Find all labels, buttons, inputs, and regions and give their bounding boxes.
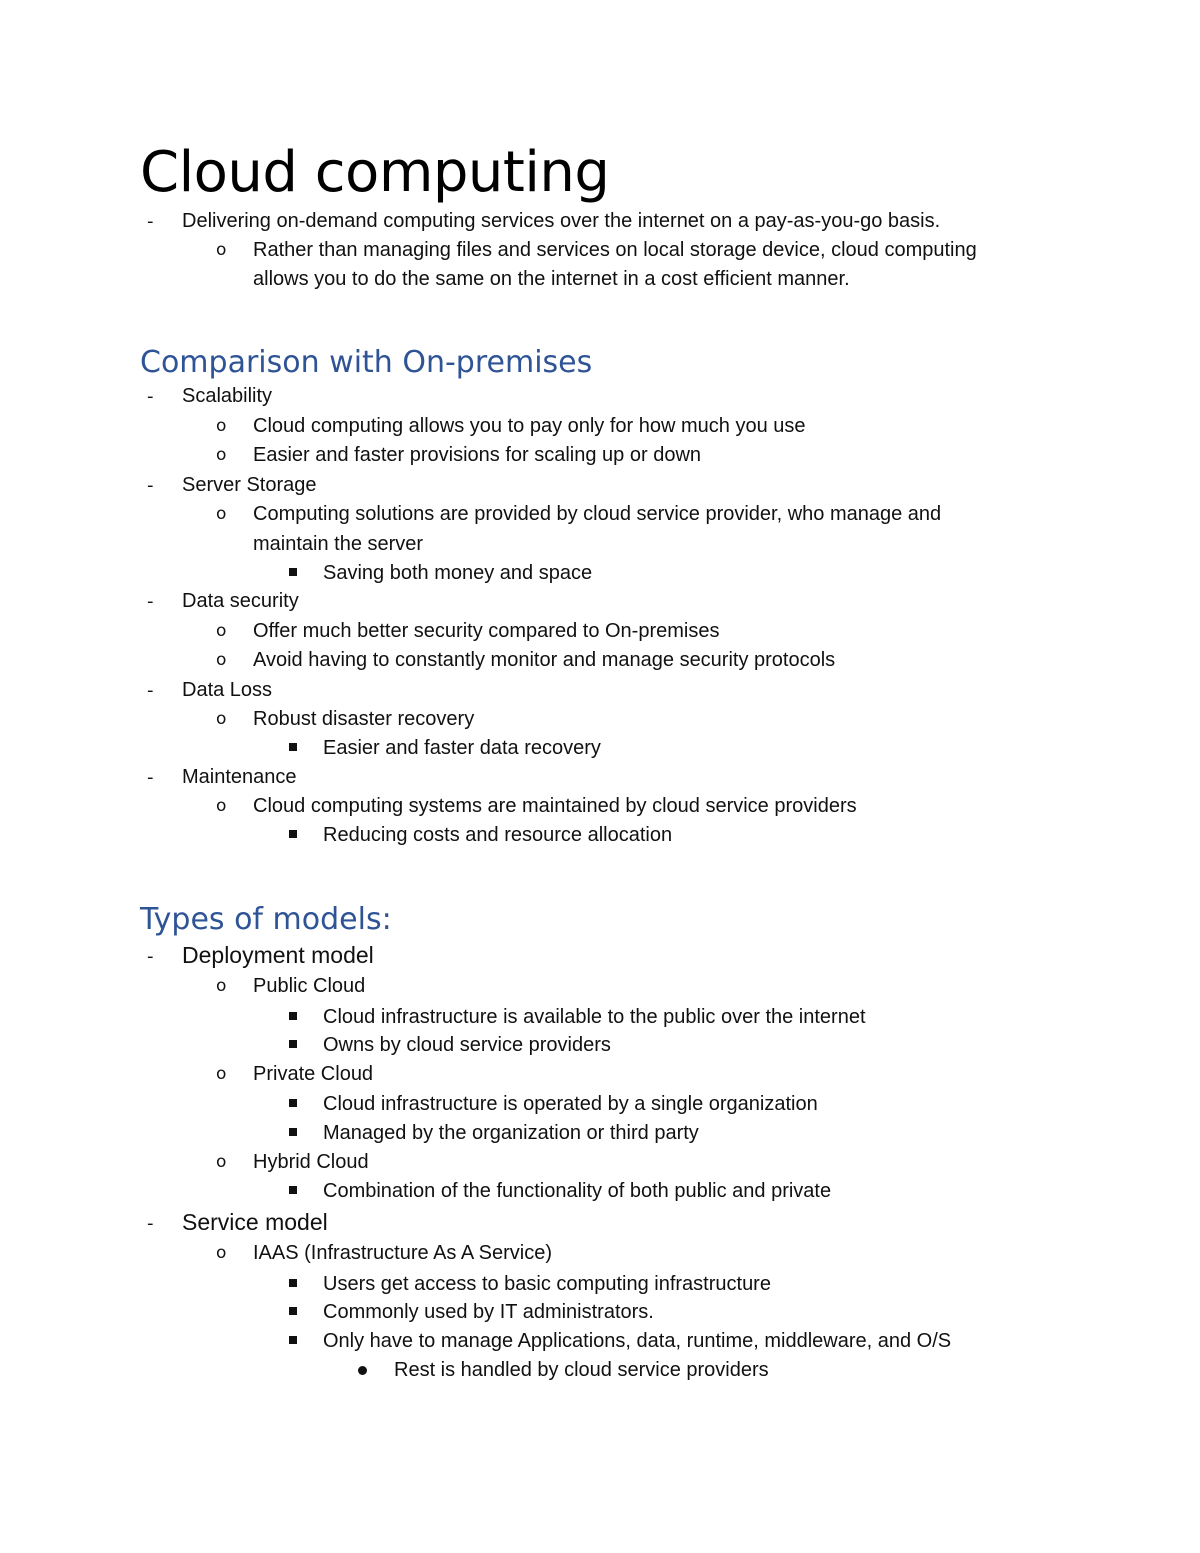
list-item: Cloud computing systems are maintained by cloud service providers xyxy=(253,795,857,817)
list-item: Only have to manage Applications, data, runtime, middleware, and O/S xyxy=(323,1330,952,1352)
list-item: Saving both money and space xyxy=(323,562,593,584)
dot-bullet-icon xyxy=(358,1366,367,1375)
list-item: Public Cloud xyxy=(253,975,366,997)
circle-bullet-icon: o xyxy=(216,445,227,465)
list-item: Deployment model xyxy=(182,942,374,968)
dash-bullet-icon: - xyxy=(147,211,154,232)
list-item: Service model xyxy=(182,1209,328,1235)
circle-bullet-icon: o xyxy=(216,709,227,729)
circle-bullet-icon: o xyxy=(216,240,227,260)
section-heading-comparison: Comparison with On-premises xyxy=(140,345,593,380)
list-item: Avoid having to constantly monitor and manage security protocols xyxy=(253,649,836,671)
square-bullet-icon xyxy=(289,568,297,576)
section-heading-models: Types of models: xyxy=(140,902,392,937)
circle-bullet-icon: o xyxy=(216,1152,227,1172)
list-item: Easier and faster provisions for scaling up or down xyxy=(253,444,702,466)
circle-bullet-icon: o xyxy=(216,504,227,524)
dash-bullet-icon: - xyxy=(147,680,154,701)
list-item: Cloud computing allows you to pay only for how much you use xyxy=(253,415,806,437)
list-item: Data Loss xyxy=(182,679,273,701)
circle-bullet-icon: o xyxy=(216,621,227,641)
intro-sub-line: Rather than managing files and services on local storage device, cloud computing xyxy=(253,239,977,261)
circle-bullet-icon: o xyxy=(216,1243,227,1263)
circle-bullet-icon: o xyxy=(216,976,227,996)
dash-bullet-icon: - xyxy=(147,591,154,612)
list-item: Users get access to basic computing infrastructure xyxy=(323,1273,771,1295)
list-item: Managed by the organization or third party xyxy=(323,1122,699,1144)
intro-sub-line-cont: allows you to do the same on the internet in a cost efficient manner. xyxy=(253,268,850,290)
square-bullet-icon xyxy=(289,1040,297,1048)
square-bullet-icon xyxy=(289,1012,297,1020)
list-item: Owns by cloud service providers xyxy=(323,1034,611,1056)
list-item: Data security xyxy=(182,590,299,612)
circle-bullet-icon: o xyxy=(216,650,227,670)
list-item: Rest is handled by cloud service providers xyxy=(394,1359,769,1381)
list-item: Cloud infrastructure is available to the public over the internet xyxy=(323,1006,866,1028)
square-bullet-icon xyxy=(289,1336,297,1344)
circle-bullet-icon: o xyxy=(216,1064,227,1084)
square-bullet-icon xyxy=(289,1128,297,1136)
square-bullet-icon xyxy=(289,1099,297,1107)
dash-bullet-icon: - xyxy=(147,767,154,788)
list-item: IAAS (Infrastructure As A Service) xyxy=(253,1242,553,1264)
list-item: Robust disaster recovery xyxy=(253,708,475,730)
list-item: Maintenance xyxy=(182,766,297,788)
square-bullet-icon xyxy=(289,743,297,751)
page-title: Cloud computing xyxy=(140,140,610,205)
dash-bullet-icon: - xyxy=(147,475,154,496)
list-item: Reducing costs and resource allocation xyxy=(323,824,673,846)
square-bullet-icon xyxy=(289,830,297,838)
list-item: Easier and faster data recovery xyxy=(323,737,601,759)
circle-bullet-icon: o xyxy=(216,796,227,816)
square-bullet-icon xyxy=(289,1307,297,1315)
dash-bullet-icon: - xyxy=(147,386,154,407)
list-item: Private Cloud xyxy=(253,1063,374,1085)
intro-line: Delivering on-demand computing services over the internet on a pay-as-you-go basis. xyxy=(182,210,941,232)
list-item: Server Storage xyxy=(182,474,317,496)
list-item: Cloud infrastructure is operated by a single organization xyxy=(323,1093,818,1115)
square-bullet-icon xyxy=(289,1279,297,1287)
list-item: Commonly used by IT administrators. xyxy=(323,1301,654,1323)
list-item: Hybrid Cloud xyxy=(253,1151,369,1173)
list-item: Scalability xyxy=(182,385,273,407)
list-item: Computing solutions are provided by cloud service provider, who manage and xyxy=(253,503,942,525)
dash-bullet-icon: - xyxy=(147,1213,154,1234)
dash-bullet-icon: - xyxy=(147,946,154,967)
list-item-cont: maintain the server xyxy=(253,533,424,555)
list-item: Offer much better security compared to On-premises xyxy=(253,620,720,642)
circle-bullet-icon: o xyxy=(216,416,227,436)
list-item: Combination of the functionality of both public and private xyxy=(323,1180,832,1202)
square-bullet-icon xyxy=(289,1186,297,1194)
